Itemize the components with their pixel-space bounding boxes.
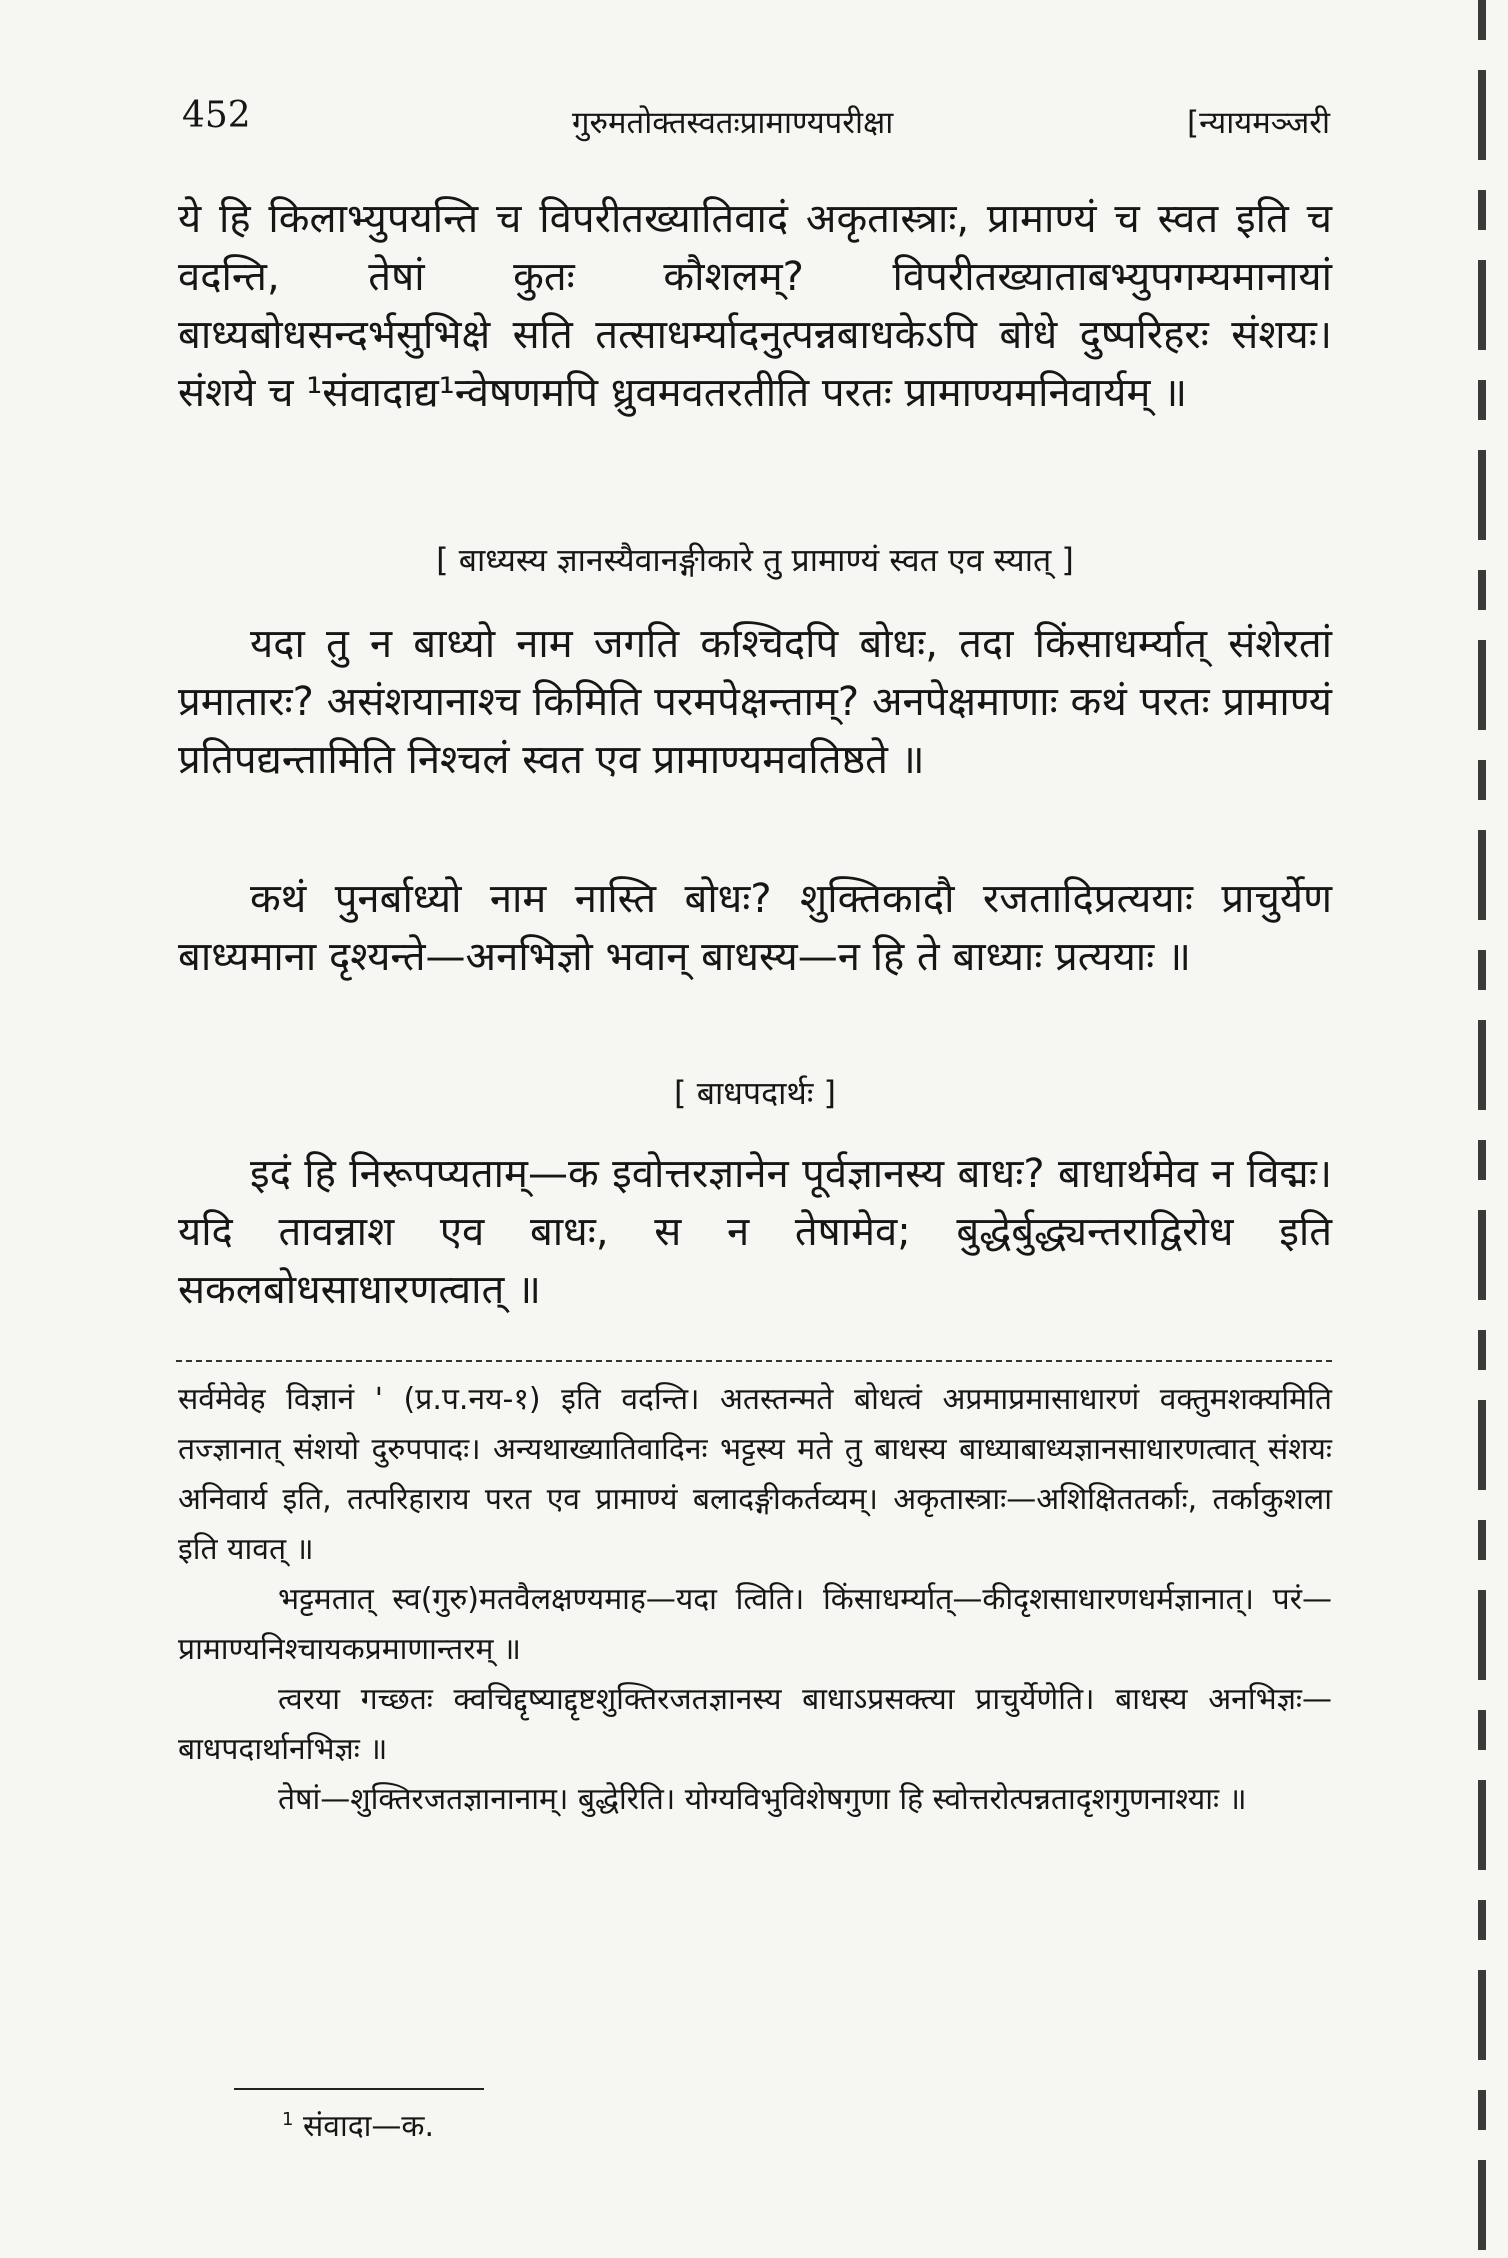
footnote-divider <box>234 2088 484 2090</box>
main-paragraph-4: इदं हि निरूपप्यताम्—क इवोत्तरज्ञानेन पूर्वज्ञानस्य बाधः? बाधार्थमेव न विद्मः। यदि तावन्नाश एव बाधः, स न तेषामेव; बुद्धेर्बुद्ध्यन्तराद्विरोध इति सकलबोधसाधारणत्वात् ॥ <box>178 1151 1332 1313</box>
main-paragraph-2: यदा तु न बाध्यो नाम जगति कश्चिदपि बोधः, तदा किंसाधर्म्यात् संशेरतां प्रमातारः? असंशयानाश्च किमिति परमपेक्षन्ताम्? अनपेक्षमाणाः कथं परतः प्रामाण्यं प्रतिपद्यन्तामिति निश्चलं स्वत एव प्रामाण्यमवतिष्ठते ॥ <box>178 621 1332 783</box>
running-title: गुरुमतोक्तस्वतःप्रामाण्यपरीक्षा <box>572 105 894 141</box>
scan-edge-shadow <box>1478 0 1486 2258</box>
commentary-note-1: सर्वमेवेह विज्ञानं ' (प्र.प.नय-१) इति वदन्ति। अतस्तन्मते बोधत्वं अप्रमाप्रमासाधारणं वक्तुमशक्यमिति तज्ज्ञानात् संशयो दुरुपपादः। अन्यथाख्यातिवादिनः भट्टस्य मते तु बाधस्य बाध्याबाध्यज्ञानसाधारणत्वात् संशयः अनिवार्य इति, तत्परिहाराय परत एव प्रामाण्यं बलादङ्गीकर्तव्यम्। अकृतास्त्राः—अशिक्षिततर्काः, तर्काकुशला इति यावत् ॥ <box>178 1382 1332 1567</box>
commentary <box>178 1375 1332 1825</box>
footnote <box>282 2100 434 2147</box>
commentary-note-4: तेषां—शुक्तिरजतज्ञानानाम्। बुद्धेरिति। योग्यविभुविशेषगुणा हि स्वोत्तरोत्पन्नतादृशगुणनाश्याः ॥ <box>278 1782 1247 1817</box>
commentary-note-2: भट्टमतात् स्व(गुरु)मतवैलक्षण्यमाह—यदा त्विति। किंसाधर्म्यात्—कीदृशसाधारणधर्मज्ञानात्। परं—प्रामाण्यनिश्चायकप्रमाणान्तरम् ॥ <box>178 1582 1332 1667</box>
book-title: [न्यायमञ्जरी <box>1187 105 1330 141</box>
section-heading-1: [ बाध्यस्य ज्ञानस्यैवानङ्गीकारे तु प्रामाण्यं स्वत एव स्यात् ] <box>436 541 1074 579</box>
footnote-mark: 1 <box>282 2109 294 2130</box>
commentary-divider <box>176 1360 1332 1362</box>
footnote-text: संवादा—क. <box>303 2109 435 2144</box>
page-number: 452 <box>182 95 251 136</box>
section-heading-2: [ बाधपदार्थः ] <box>674 1074 836 1112</box>
commentary-note-3: त्वरया गच्छतः क्वचिद्दृष्याद्दृष्टशुक्तिरजतज्ञानस्य बाधाऽप्रसक्त्या प्राचुर्येणेति। बाधस्य अनभिज्ञः—बाधपदार्थानभिज्ञः ॥ <box>178 1682 1332 1767</box>
main-paragraph-3: कथं पुनर्बाध्यो नाम नास्ति बोधः? शुक्तिकादौ रजतादिप्रत्ययाः प्राचुर्येण बाध्यमाना दृश्यन्ते—अनभिज्ञो भवान् बाधस्य—न हि ते बाध्याः प्रत्ययाः ॥ <box>178 876 1332 980</box>
main-paragraph-1: ये हि किलाभ्युपयन्ति च विपरीतख्यातिवादं अकृतास्त्राः, प्रामाण्यं च स्वत इति च वदन्ति, तेषां कुतः कौशलम्? विपरीतख्याताबभ्युपगम्यमानायां बाध्यबोधसन्दर्भसुभिक्षे सति तत्साधर्म्यादनुत्पन्नबाधकेऽपि बोधे दुष्परिहरः संशयः। संशये च ¹संवादाद्य¹न्वेषणमपि ध्रुवमवतरतीति परतः प्रामाण्यमनिवार्यम् ॥ <box>178 196 1332 416</box>
page-header <box>182 95 1330 145</box>
